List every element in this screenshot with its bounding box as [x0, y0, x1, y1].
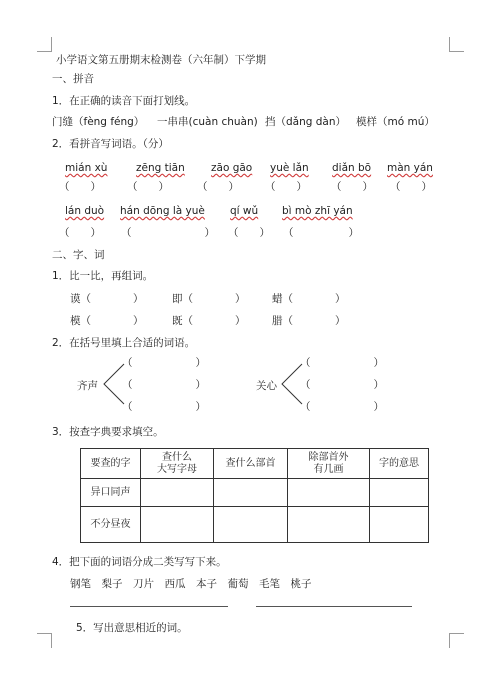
answer-paren: （ ）	[331, 181, 373, 193]
document-title: 小学语文第五册期末检测卷（六年制）下学期	[56, 54, 266, 66]
table-header: 查什么部首	[214, 449, 288, 479]
table-header-row	[81, 449, 429, 479]
question-1-2: 2．看拼音写词语。（分）	[52, 138, 169, 150]
pinyin-word: bì mò zhī yán	[282, 205, 353, 217]
pinyin-word: lán duò	[65, 205, 105, 217]
table-cell-word: 不分昼夜	[81, 507, 141, 543]
answer-paren: （ ）	[228, 227, 270, 239]
pinyin-word: qí wǔ	[230, 205, 259, 217]
pinyin-word: màn yán	[387, 162, 433, 174]
table-row	[81, 507, 429, 543]
question-2-4: 4．把下面的词语分成二类写写下来。	[52, 556, 227, 568]
question-2-5: 5．写出意思相近的词。	[76, 622, 188, 634]
table-header: 除部首外 有几画	[288, 449, 370, 479]
table-cell-blank	[141, 507, 214, 543]
table-cell-blank	[370, 507, 429, 543]
section-heading-characters: 二、字、词	[52, 249, 105, 261]
question-2-1: 1．比一比，再组词。	[52, 270, 154, 282]
answer-paren: （ ）	[122, 357, 206, 369]
pinyin-word: yuè lǎn	[270, 162, 309, 174]
reading-item: 一串串(cuàn chuàn)	[157, 116, 258, 128]
answer-paren: （ ）	[390, 181, 432, 193]
answer-paren: （ ）	[59, 227, 101, 239]
answer-paren: （ ）	[300, 379, 384, 391]
table-cell-blank	[288, 507, 370, 543]
answer-paren: （ ）	[127, 181, 169, 193]
pinyin-word: diǎn bō	[332, 162, 372, 174]
reading-item: 门缝（fèng féng）	[52, 116, 145, 128]
answer-line	[256, 606, 412, 607]
table-row	[81, 479, 429, 507]
answer-paren: （ ）	[300, 401, 384, 413]
answer-paren: （ ）	[197, 181, 239, 193]
table-cell-blank	[214, 507, 288, 543]
question-2-2: 2．在括号里填上合适的词语。	[52, 337, 196, 349]
crop-mark-bottom-left	[37, 633, 52, 648]
answer-paren: （ ）	[59, 181, 101, 193]
table-cell-blank	[370, 479, 429, 507]
word-right: 关心	[256, 380, 277, 392]
table-cell-word: 异口同声	[81, 479, 141, 507]
question-1-1: 1．在正确的读音下面打划线。	[52, 95, 196, 107]
pinyin-word: hán dōng là yuè	[120, 205, 205, 217]
answer-paren: （ ）	[122, 379, 206, 391]
crop-mark-top-left	[37, 37, 52, 52]
crop-mark-bottom-right	[449, 633, 464, 648]
answer-line	[70, 606, 228, 607]
compare-item: 谟（ ）	[70, 293, 144, 305]
answer-paren: （ ）	[265, 181, 307, 193]
table-header: 查什么 大写字母	[141, 449, 214, 479]
compare-item: 腊（ ）	[272, 315, 346, 327]
section-heading-pinyin: 一、拼音	[52, 73, 94, 85]
table-header: 要查的字	[81, 449, 141, 479]
pinyin-word: mián xù	[65, 162, 108, 174]
word-list: 钢笔 梨子 刀片 西瓜 本子 葡萄 毛笔 桃子	[70, 578, 312, 590]
word-left: 齐声	[77, 380, 98, 392]
question-2-3: 3．按查字典要求填空。	[52, 426, 164, 438]
compare-item: 蜡（ ）	[272, 293, 346, 305]
table-header: 字的意思	[370, 449, 429, 479]
pinyin-word: zēng tiān	[136, 162, 185, 174]
answer-paren: （ ）	[300, 357, 384, 369]
answer-paren: （ ）	[122, 401, 206, 413]
compare-item: 模（ ）	[70, 315, 144, 327]
table-cell-blank	[288, 479, 370, 507]
crop-mark-top-right	[449, 37, 464, 52]
dictionary-table	[80, 448, 429, 543]
table-cell-blank	[141, 479, 214, 507]
compare-item: 即（ ）	[172, 293, 246, 305]
table-cell-blank	[214, 479, 288, 507]
reading-item: 挡（dǎng dàn）	[265, 116, 347, 128]
reading-item: 模样（mó mú）	[356, 116, 435, 128]
compare-item: 既（ ）	[172, 315, 246, 327]
pinyin-word: zāo gāo	[211, 162, 253, 174]
